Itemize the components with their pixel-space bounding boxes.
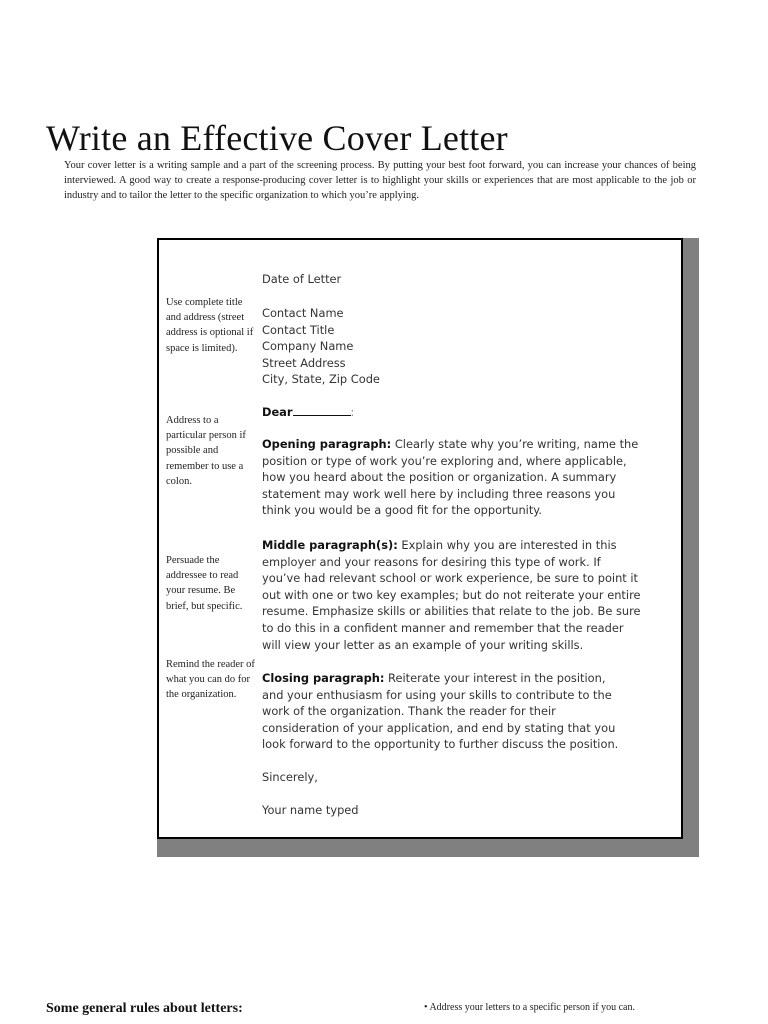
salutation xyxy=(262,404,682,421)
note-address: Use complete title and address (street address is optional if space is limited). xyxy=(166,297,254,354)
note-closing: Remind the reader of what you can do for the organization. xyxy=(166,659,255,701)
closing-label: Closing paragraph: xyxy=(262,671,385,685)
letter-signoff: Sincerely, xyxy=(262,770,318,784)
opening-paragraph xyxy=(262,436,640,519)
note-salutation: Address to a particular person if possible and remember to use a colon. xyxy=(166,415,246,487)
company-name: Company Name xyxy=(262,339,354,354)
opening-label: Opening paragraph: xyxy=(262,437,392,451)
letter-date: Date of Letter xyxy=(262,272,342,286)
general-rule-item: • Address your letters to a specific person if you can. xyxy=(424,1002,635,1013)
middle-label: Middle paragraph(s): xyxy=(262,538,398,552)
salutation-blank-line xyxy=(293,404,351,416)
closing-text: Reiterate your interest in the position, and your enthusiasm for using your skills to contribute to the work of the organization. Thank the reader for their consideration of your application, and end by stating that you look forward to the opportunity to further discuss the position. xyxy=(262,671,619,752)
contact-name: Contact Name xyxy=(262,306,344,320)
page-title: Write an Effective Cover Letter xyxy=(46,118,508,158)
city-state-zip: City, State, Zip Code xyxy=(262,372,380,387)
general-rules-heading: Some general rules about letters: xyxy=(46,1001,243,1016)
letter-address-block xyxy=(262,305,682,388)
salutation-dear: Dear xyxy=(262,405,293,419)
middle-paragraph xyxy=(262,537,642,653)
middle-text: Explain why you are interested in this employer and your reasons for desiring this type of work. If you’ve had relevant school or work experience, be sure to point it out with one or two key examples; but do not reiterate your entire resume. Emphasize skills or abilities that relate to the job. Be sure to do this in a confident manner and remember that the reader will view your letter as an example of your writing skills. xyxy=(262,538,641,652)
closing-paragraph xyxy=(262,670,622,753)
intro-paragraph: Your cover letter is a writing sample and a part of the screening process. By putting your best foot forward, you can increase your chances of being interviewed. A good way to create a response-producing cover letter is to highlight your skills or experiences that are most applicable to the job or industry and to tailor the letter to the specific organization to which you’re applying. xyxy=(64,160,696,201)
letter-typed-name: Your name typed xyxy=(262,803,359,817)
note-middle: Persuade the addressee to read your resume. Be brief, but specific. xyxy=(166,555,243,612)
sample-letter-box xyxy=(157,238,683,839)
opening-text: Clearly state why you’re writing, name the position or type of work you’re exploring and, where applicable, how you heard about the position or organization. A summary statement may work well here by including three reasons you think you would be a good fit for the opportunity. xyxy=(262,437,639,518)
contact-title: Contact Title xyxy=(262,322,335,337)
salutation-colon: : xyxy=(350,405,355,419)
street-address: Street Address xyxy=(262,355,346,370)
